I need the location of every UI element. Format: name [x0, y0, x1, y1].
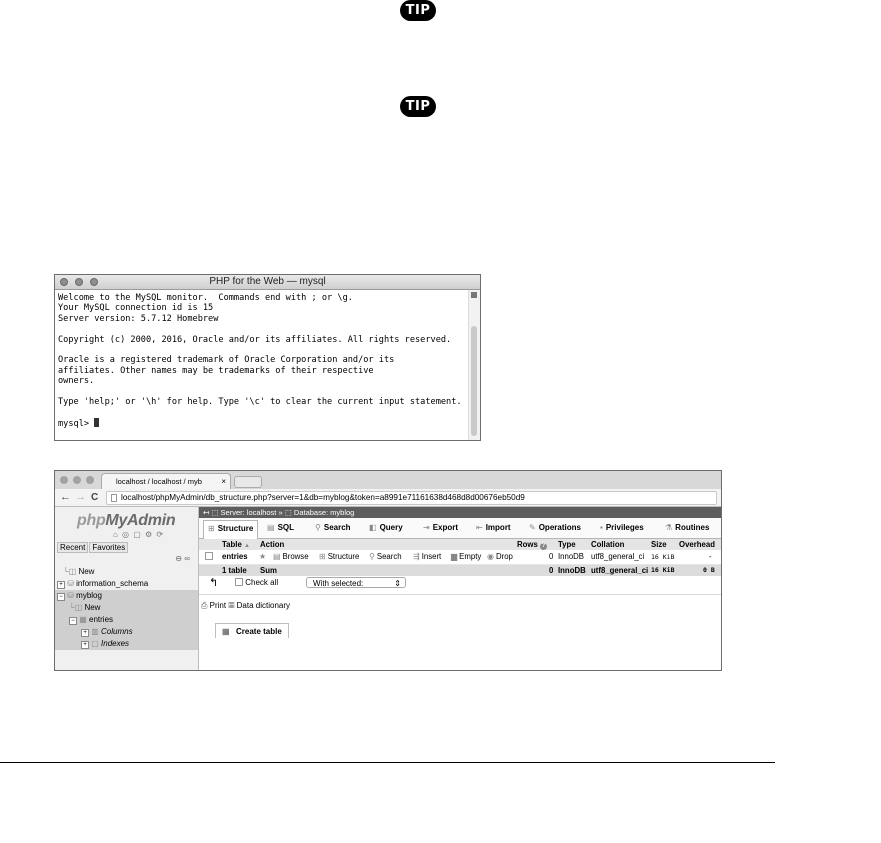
query-icon: ◧ — [369, 523, 377, 532]
engine-type: InnoDB — [558, 552, 585, 561]
terminal-scrollbar[interactable] — [468, 290, 480, 440]
table-count: 1 table — [222, 566, 247, 575]
new-icon: └◫ — [69, 603, 85, 612]
column-header-size[interactable]: Size — [651, 540, 667, 549]
terminal-titlebar — [55, 275, 480, 290]
sql-icon: ▤ — [267, 523, 275, 532]
new-tab-button[interactable] — [234, 476, 262, 488]
tab-sql[interactable] — [267, 523, 294, 532]
terminal-line: affiliates. Other names may be trademarks of their respective — [58, 365, 374, 376]
terminal-line — [58, 345, 466, 355]
tab-title: localhost / localhost / myb — [116, 477, 202, 486]
header-label: Rows — [517, 540, 538, 549]
column-header-overhead[interactable]: Overhead — [679, 540, 715, 549]
action-label: Structure — [327, 552, 360, 561]
routines-icon: ⚗ — [665, 523, 673, 532]
tree-item-new-table[interactable] — [55, 602, 198, 614]
terminal-prompt: mysql> — [58, 418, 95, 429]
collapse-link-icon[interactable]: ⊖ ∞ — [175, 554, 190, 563]
table-icon: ▦ — [77, 615, 90, 624]
sum-overhead: 0 B — [703, 566, 715, 574]
table-name-link[interactable]: entries — [222, 552, 248, 561]
sum-type: InnoDB — [558, 566, 586, 575]
recent-favorites-links — [57, 542, 129, 553]
scrollbar-marker-icon — [471, 292, 477, 298]
action-label: Empty — [459, 552, 482, 561]
tree-item-label: New — [84, 603, 101, 612]
table-list — [199, 539, 721, 576]
tab-structure[interactable] — [203, 520, 258, 540]
page-icon — [111, 494, 117, 502]
print-links — [201, 601, 290, 611]
tree-item-indexes[interactable] — [55, 638, 198, 650]
back-arrow-icon[interactable]: ← — [60, 491, 71, 503]
navigation-icons[interactable]: ⌂ ◎ ▢ ⚙ ⟳ — [113, 530, 165, 539]
tree-item-entries[interactable] — [55, 614, 198, 626]
tab-label: Privileges — [605, 523, 644, 532]
action-label: Drop — [495, 552, 513, 561]
tree-item-information-schema[interactable] — [55, 578, 198, 590]
structure-action[interactable]: ⊞ Structure — [319, 552, 360, 561]
browser-toolbar — [55, 489, 721, 507]
terminal-line: Welcome to the MySQL monitor. Commands end with ; or \g. — [58, 293, 353, 303]
terminal-line — [58, 387, 466, 397]
database-tree — [55, 566, 198, 650]
sum-rows: 0 — [549, 566, 554, 575]
breadcrumb[interactable]: ↤ ⬚ Server: localhost » ⬚ Database: myblog — [199, 507, 721, 518]
tree-item-new[interactable] — [55, 566, 198, 578]
tab-label: Export — [432, 523, 459, 532]
create-table-tab[interactable] — [215, 623, 289, 638]
browser-tab[interactable] — [101, 473, 231, 489]
browser-tabstrip — [55, 471, 721, 489]
action-label: Search — [376, 552, 402, 561]
data-dictionary-label: Data dictionary — [236, 601, 291, 610]
structure-icon: ⊞ — [208, 524, 215, 533]
insert-action[interactable]: ⇶ Insert — [413, 552, 442, 561]
table-row — [199, 550, 721, 565]
tree-item-label: New — [78, 567, 95, 576]
tree-item-myblog[interactable] — [55, 590, 198, 602]
collation-value: utf8_general_ci — [591, 552, 645, 561]
sum-label: Sum — [260, 566, 277, 575]
address-bar[interactable] — [106, 491, 717, 505]
overhead-value: - — [709, 552, 712, 561]
terminal-line — [58, 324, 466, 334]
terminal-line: owners. — [58, 376, 95, 387]
terminal-line: Your MySQL connection id is 15 — [58, 303, 214, 314]
favorite-star-icon[interactable]: ★ — [259, 552, 266, 561]
import-icon: ⇤ — [476, 523, 483, 532]
text-cursor — [94, 418, 99, 427]
terminal-title: PHP for the Web — mysql — [209, 276, 326, 287]
check-all-checkbox[interactable] — [235, 578, 278, 587]
tab-routines[interactable] — [665, 523, 709, 532]
tip-badge: TIP — [400, 0, 436, 21]
tab-label: Operations — [538, 523, 581, 532]
terminal-line: Server version: 5.7.12 Homebrew — [58, 313, 219, 324]
expand-icon[interactable]: + — [81, 641, 89, 649]
column-header-type[interactable]: Type — [558, 540, 576, 549]
bulk-actions-bar — [199, 574, 721, 595]
minimize-window-button[interactable] — [73, 476, 81, 484]
tree-item-label: Columns — [101, 627, 133, 636]
data-dictionary-link[interactable] — [228, 601, 290, 610]
sum-collation: utf8_general_ci — [591, 566, 649, 575]
export-icon: ⇥ — [423, 523, 430, 532]
zoom-window-button[interactable] — [86, 476, 94, 484]
dropdown-value: With selected: — [313, 579, 364, 588]
recent-button[interactable]: Recent — [57, 542, 88, 553]
tab-label: Query — [379, 523, 403, 532]
tab-query[interactable] — [369, 523, 403, 532]
search-action[interactable]: ⚲ Search — [369, 552, 402, 561]
column-header-rows[interactable] — [517, 539, 547, 550]
tip-badge: TIP — [400, 96, 436, 117]
terminal-line: Type 'help;' or '\h' for help. Type '\c' to clear the current input statement. — [58, 396, 462, 407]
create-table-icon: ▦ — [222, 627, 230, 636]
with-selected-dropdown[interactable] — [306, 577, 406, 588]
tab-search[interactable] — [315, 523, 351, 532]
pma-navigation-panel — [55, 507, 199, 670]
pma-main-panel — [199, 507, 721, 670]
tab-label: SQL — [277, 523, 295, 532]
create-table-label: Create table — [236, 627, 282, 636]
tab-operations[interactable] — [529, 523, 581, 532]
logo-php-text: php — [77, 512, 106, 529]
forward-arrow-icon[interactable]: → — [75, 491, 86, 503]
database-icon: ⛁ — [65, 591, 77, 600]
empty-action[interactable]: ▆ Empty — [451, 552, 482, 561]
print-link[interactable] — [201, 601, 226, 610]
database-icon: ⛁ — [65, 579, 77, 588]
terminal-window — [54, 274, 481, 441]
table-header-row — [199, 539, 721, 550]
phpmyadmin-logo[interactable] — [77, 512, 175, 530]
privileges-icon: ▪ — [600, 523, 603, 532]
tab-import[interactable] — [476, 523, 511, 532]
tree-item-columns[interactable] — [55, 626, 198, 638]
arrow-up-left-icon: ↰ — [209, 577, 219, 589]
index-icon: ▢ — [89, 639, 102, 648]
browse-action[interactable]: ▤ Browse — [273, 552, 309, 561]
collapse-icon[interactable]: − — [69, 617, 77, 625]
reload-icon[interactable]: C — [91, 492, 99, 503]
terminal-output[interactable] — [58, 293, 466, 440]
favorites-button[interactable]: Favorites — [89, 542, 128, 553]
column-header-collation[interactable]: Collation — [591, 540, 625, 549]
columns-icon: ▥ — [89, 627, 102, 636]
header-label: Table — [222, 540, 242, 549]
tab-label: Search — [323, 523, 351, 532]
logo-admin-text: MyAdmin — [105, 512, 176, 529]
dictionary-icon: ▦ — [228, 601, 235, 610]
terminal-line — [58, 407, 466, 417]
tab-label: Import — [485, 523, 511, 532]
tab-privileges[interactable] — [600, 523, 644, 532]
sum-size: 16 KiB — [651, 566, 675, 574]
terminal-line: Copyright (c) 2000, 2016, Oracle and/or its affiliates. All rights reserved. — [58, 334, 452, 345]
row-count: 0 — [549, 552, 554, 561]
tree-item-label: information_schema — [76, 579, 149, 588]
check-all-label: Check all — [245, 578, 279, 587]
expand-icon[interactable]: + — [57, 581, 65, 589]
dropdown-arrow-icon: ⇕ — [394, 579, 401, 588]
column-header-action: Action — [260, 540, 285, 549]
tab-label: Structure — [217, 524, 254, 533]
horizontal-rule — [0, 762, 775, 763]
tab-export[interactable] — [423, 523, 458, 532]
url-text: localhost/phpMyAdmin/db_structure.php?server=1&db=myblog&token=a8991e71161638d468d8d00676eb50d9 — [121, 493, 525, 502]
pma-tabs — [199, 518, 721, 539]
sort-ascending-icon: ▲ — [243, 543, 250, 549]
collapse-icon[interactable]: − — [57, 593, 65, 601]
printer-icon: ⎙ — [201, 601, 208, 610]
tab-label: Routines — [675, 523, 710, 532]
tree-item-label: entries — [89, 615, 114, 624]
wrench-icon: ✎ — [529, 523, 536, 532]
scrollbar-thumb[interactable] — [471, 326, 477, 436]
row-checkbox[interactable] — [205, 550, 213, 564]
print-label: Print — [209, 601, 227, 610]
tree-item-label: Indexes — [101, 639, 130, 648]
new-icon: └◫ — [63, 567, 79, 576]
browser-window — [54, 470, 722, 671]
tree-item-label: myblog — [76, 591, 102, 600]
action-label: Insert — [421, 552, 442, 561]
size-value[interactable]: 16 KiB — [651, 553, 675, 561]
expand-icon[interactable]: + — [81, 629, 89, 637]
close-window-button[interactable] — [60, 476, 68, 484]
action-label: Browse — [282, 552, 309, 561]
terminal-line: Oracle is a registered trademark of Oracle Corporation and/or its — [58, 355, 395, 366]
search-icon: ⚲ — [315, 523, 321, 532]
help-icon[interactable]: ? — [541, 543, 546, 549]
drop-action[interactable]: ◉ Drop — [487, 552, 513, 561]
close-tab-icon[interactable]: × — [221, 477, 226, 486]
